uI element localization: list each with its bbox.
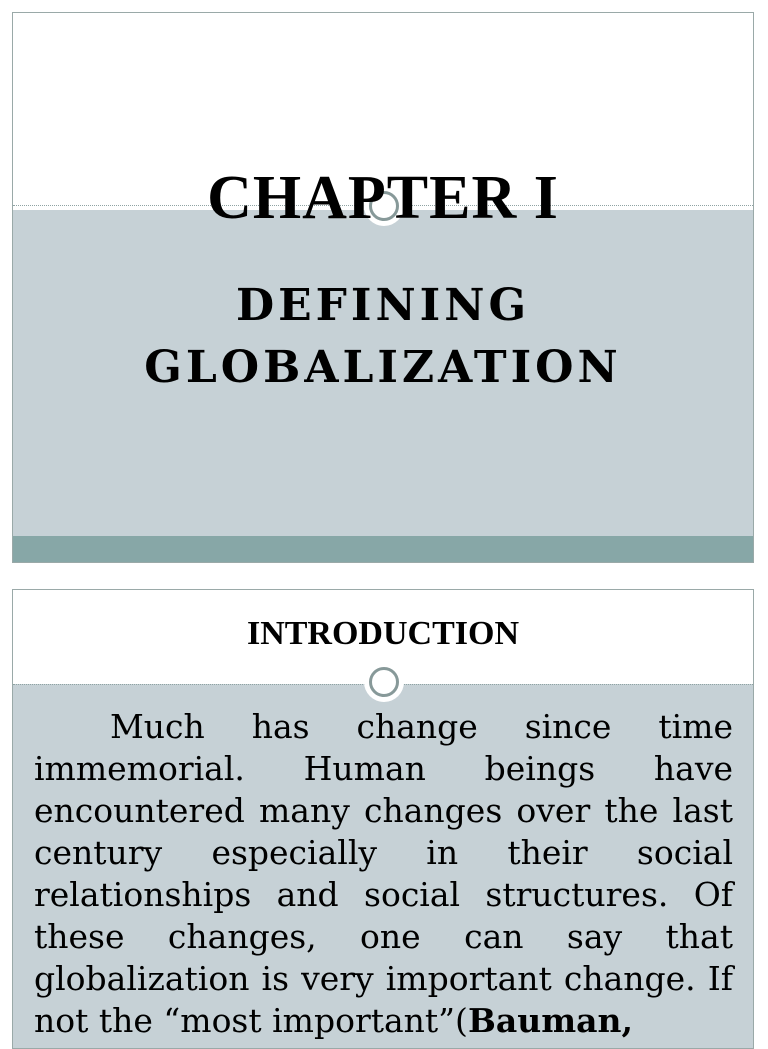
chapter-title: CHAPTER I [207,164,559,232]
intro-body-text [34,706,733,1042]
intro-citation: Bauman, [467,1001,633,1040]
introduction-slide [12,589,754,1049]
intro-heading: INTRODUCTION [246,615,520,652]
ring-ornament-icon [364,662,404,702]
title-slide-footer-bar [13,536,753,562]
chapter-subtitle: DEFINING GLOBALIZATION [144,280,622,393]
intro-paragraph: Much has change since time immemorial. Human beings have encountered many changes over the last century especially in their social relationships and social structures. Of these changes, one can say that globalization is very important change. If not the “most important”( [34,707,733,1040]
title-slide [12,12,754,563]
